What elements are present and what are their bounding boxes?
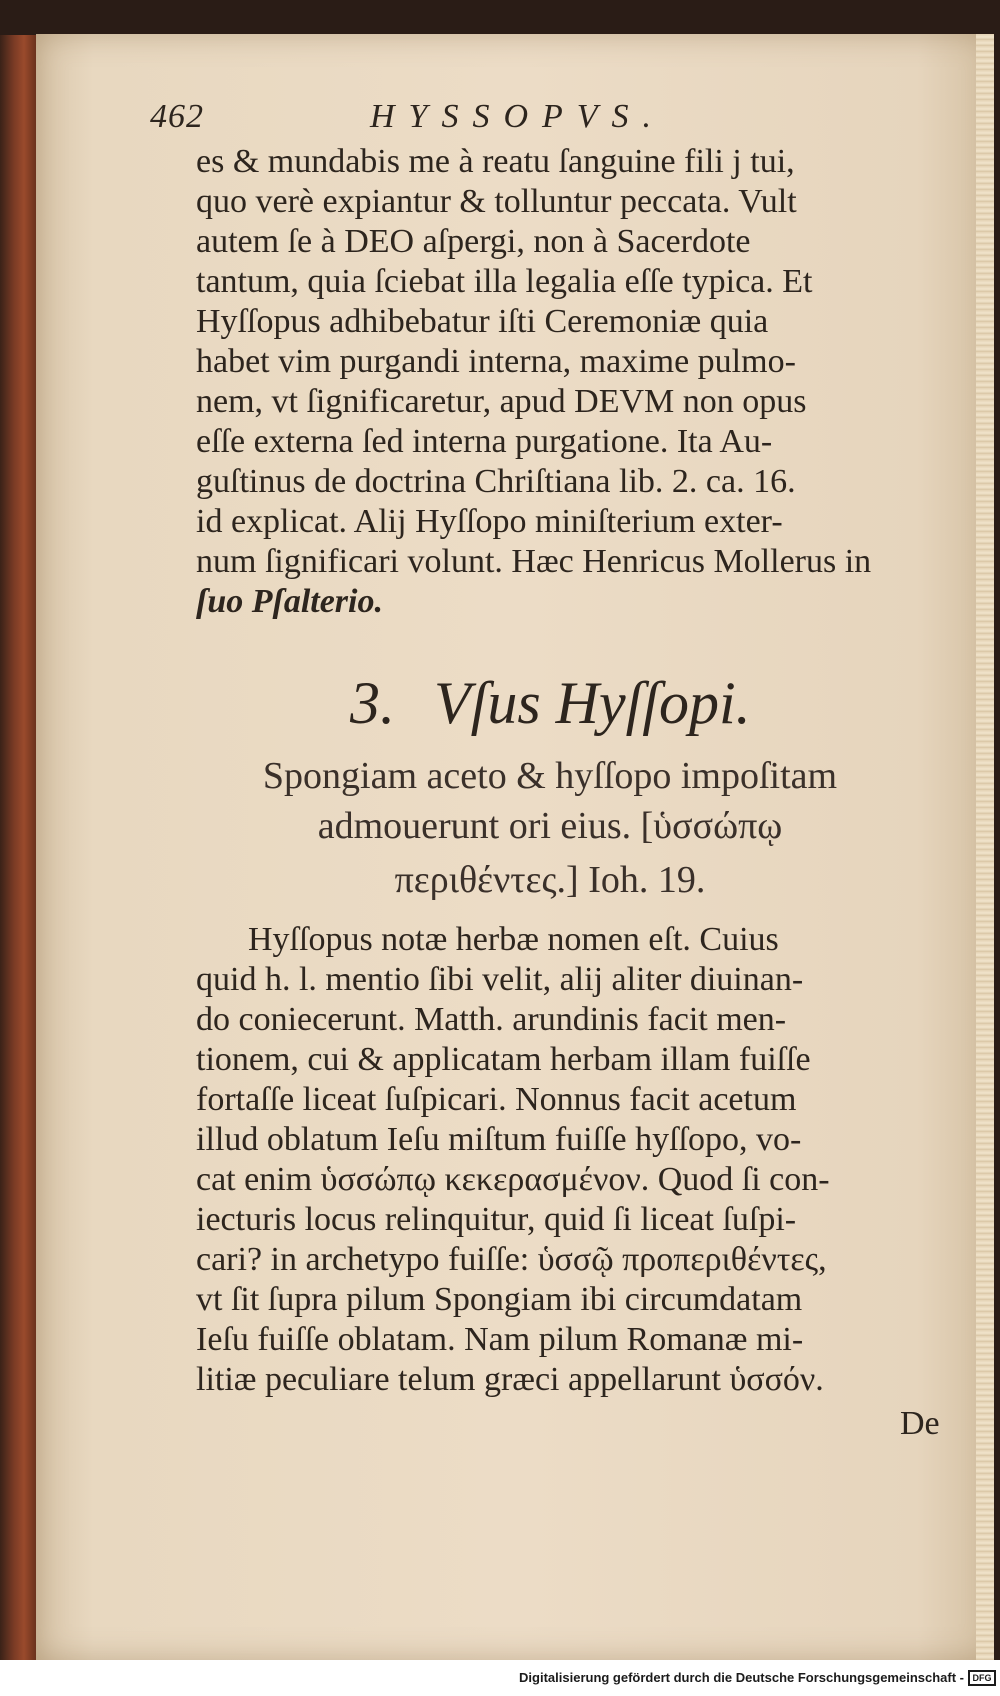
quote-line: Spongiam aceto & hyſſopo impoſitam (262, 755, 838, 797)
quote-line: admouerunt ori eius. [ὑσσώπῳ (317, 805, 783, 847)
text-line: es & mundabis me à reatu ſanguine fili j tui, (196, 143, 795, 180)
text-line: litiæ peculiare telum græci appellarunt ὑσσόν. (196, 1361, 824, 1398)
text-line: tionem, cui & applicatam herbam illam fuiſſe (196, 1041, 811, 1078)
text-line: eſſe externa ſed interna purgatione. Ita Au- (196, 423, 773, 460)
section-title: Vſus Hyſſopi. (434, 670, 751, 736)
running-head: HYSSOPVS. (370, 98, 666, 135)
text-line: Ieſu fuiſſe oblatam. Nam pilum Romanæ mi- (196, 1321, 804, 1358)
text-line: nem, vt ſignificaretur, apud DEVM non opus (196, 383, 807, 420)
catchword: De (900, 1405, 940, 1442)
text-line: autem ſe à DEO aſpergi, non à Sacerdote (196, 223, 751, 260)
text-line: quo verè expiantur & tolluntur peccata. Vult (196, 183, 797, 220)
text-line: guſtinus de doctrina Chriſtiana lib. 2. ca. 16. (196, 463, 796, 500)
digitization-credit: Digitalisierung gefördert durch die Deutsche Forschungsgemeinschaft - (519, 1670, 964, 1685)
text-line: id explicat. Alij Hyſſopo miniſterium exter- (196, 503, 783, 540)
text-line: habet vim purgandi interna, maxime pulmo- (196, 343, 796, 380)
text-line: do coniecerunt. Matth. arundinis facit men- (196, 1001, 787, 1038)
page-header (150, 98, 770, 138)
text-line: vt ſit ſupra pilum Spongiam ibi circumdatam (196, 1281, 803, 1318)
text-line: ſuo Pſalterio. (196, 583, 383, 620)
text-line: Hyſſopus notæ herbæ nomen eſt. Cuius (248, 921, 779, 958)
text-line: fortaſſe liceat ſuſpicari. Nonnus facit acetum (196, 1081, 797, 1118)
text-line: quid h. l. mentio ſibi velit, alij aliter diuinan- (196, 961, 804, 998)
dfg-logo: DFG (968, 1670, 996, 1686)
quote-line: περιθέντες.] Ioh. 19. (394, 859, 706, 901)
section-number: 3. (350, 670, 395, 736)
text-line: num ſignificari volunt. Hæc Henricus Mollerus in (196, 543, 872, 580)
text-line: iecturis locus relinquitur, quid ſi liceat ſuſpi- (196, 1201, 797, 1238)
text-line: illud oblatum Ieſu miſtum fuiſſe hyſſopo, vo- (196, 1121, 802, 1158)
section-heading (350, 668, 830, 738)
text-line: cat enim ὑσσώπῳ κεκερασμένον. Quod ſi con- (196, 1161, 830, 1198)
book-binding (0, 35, 40, 1660)
text-line: tantum, quia ſciebat illa legalia eſſe typica. Et (196, 263, 813, 300)
text-line: Hyſſopus adhibebatur iſti Ceremoniæ quia (196, 303, 769, 340)
page-number: 462 (150, 98, 204, 135)
text-line: cari? in archetypo fuiſſe: ὑσσῷ προπεριθέντες, (196, 1241, 827, 1278)
page-edge (976, 34, 994, 1660)
